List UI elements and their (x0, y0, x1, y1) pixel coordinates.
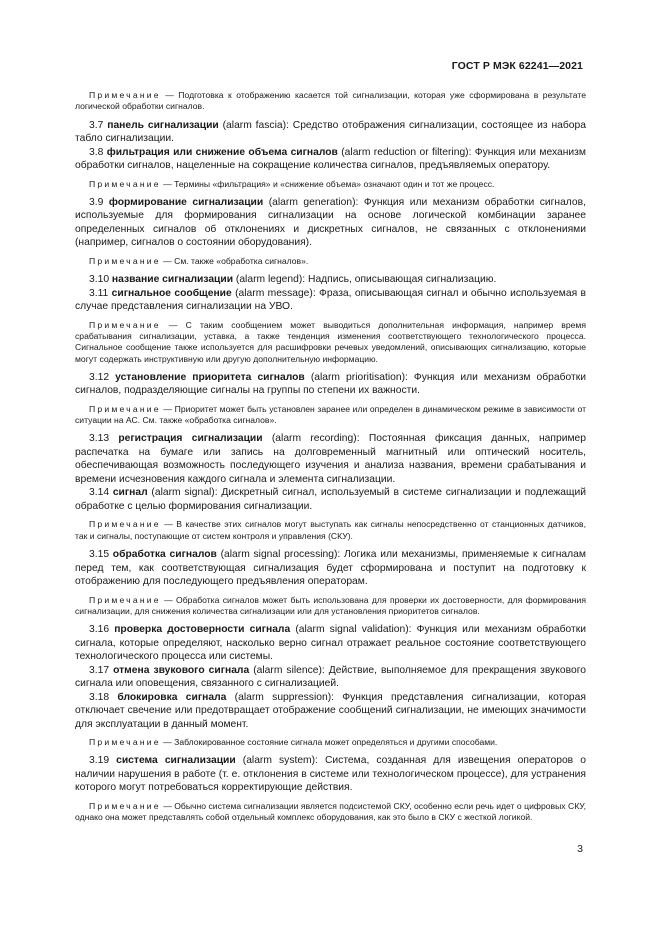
term-number: 3.13 (89, 433, 110, 445)
term-name: регистрация сигнализации (118, 433, 263, 445)
term-definition: (alarm signal processing): Логика или механизмы, применяемые к сигналам перед тем, как соответствующая сигнализация будет сформирована и поступит на подготовку к отображению для последующего предъявления операторам. (75, 549, 586, 588)
note-label: Примечание (89, 319, 161, 330)
term-number: 3.18 (89, 691, 110, 703)
note-paragraph (75, 519, 586, 542)
note-text: — Обычно система сигнализации является подсистемой СКУ, особенно если речь идет о цифровых СКУ, однако она может представлять собой отдельный комплекс оборудования, как это было в СКУ с жесткой логикой. (75, 800, 586, 823)
note-text: — С таким сообщением может выводиться дополнительная информация, например время срабатывания сигнализации, уставка, а также тенденция изменения соответствующего технологического процесса. Сигнальное сообщение также используется для расшифровки речевых уведомлений, описывающих сигнализацию, которые могут содержать инструктивную или другую дополнительную информацию. (75, 319, 586, 364)
term-entry (75, 754, 586, 795)
term-name: проверка достоверности сигнала (114, 624, 291, 636)
note-label: Примечание (89, 594, 161, 605)
term-number: 3.11 (89, 287, 109, 299)
term-name: фильтрация или снижение объема сигналов (106, 146, 338, 158)
term-name: блокировка сигнала (117, 691, 227, 703)
term-entry (75, 146, 586, 173)
page-number: 3 (577, 843, 583, 855)
term-definition: (alarm legend): Надпись, описывающая сигнализацию. (235, 274, 497, 286)
term-entry (75, 196, 586, 250)
note-paragraph (75, 179, 586, 190)
term-number: 3.17 (89, 664, 110, 676)
note-paragraph (75, 320, 586, 365)
note-label: Примечание (89, 519, 161, 530)
document-body (75, 90, 586, 824)
note-text: — Приоритет может быть установлен заранее или определен в динамическом режиме в зависимости от ситуации на АС. См. также «обработка сигналов». (75, 403, 587, 426)
note-text: — Обработка сигналов может быть использована для проверки их достоверности, для формирования сигнализации, для снижения количества сигнализации или для установления приоритетов сигналов. (75, 594, 586, 616)
term-name: отмена звукового сигнала (113, 664, 250, 676)
term-name: панель сигнализации (107, 119, 219, 131)
term-name: установление приоритета сигналов (115, 371, 305, 383)
term-entry (75, 371, 586, 398)
term-entry (75, 119, 586, 146)
term-name: обработка сигналов (112, 549, 217, 561)
note-label: Примечание (89, 255, 161, 266)
note-text: — В качестве этих сигналов могут выступать как сигналы непосредственно от станционных датчиков, так и сигналы, поступающие от систем контроля и управления (СКУ). (75, 519, 586, 541)
note-label: Примечание (89, 737, 161, 748)
note-paragraph (75, 737, 586, 748)
term-number: 3.9 (89, 196, 104, 208)
note-label: Примечание (89, 178, 161, 189)
note-paragraph (75, 256, 586, 267)
term-number: 3.14 (89, 487, 110, 499)
term-name: система сигнализации (116, 755, 236, 767)
term-entry (75, 486, 586, 513)
term-number: 3.10 (89, 274, 110, 286)
term-name: сигнал (112, 487, 148, 499)
term-definition: (alarm signal validation): Функция или механизм обработки сигнала, которые определяют, насколько верно сигнал отражает реальное состояние соответствующего технологического процесса или системы. (75, 624, 586, 663)
term-entry (75, 273, 586, 287)
term-number: 3.12 (89, 371, 110, 383)
document-header: ГОСТ Р МЭК 62241—2021 (451, 60, 583, 72)
term-entry (75, 664, 586, 691)
note-text: — Заблокированное состояние сигнала может определяться и другими способами. (163, 737, 498, 748)
note-label: Примечание (89, 90, 161, 100)
term-definition: (alarm prioritisation): Функция или механизм обработки сигналов, подразделяющие сигналы на группы по степени их важности. (75, 371, 586, 397)
note-label: Примечание (89, 403, 161, 414)
term-entry (75, 287, 586, 314)
term-definition: (alarm silence): Действие, выполняемое для прекращения звукового сигнала или оповещения, связанного с сигнализацией. (75, 664, 586, 690)
term-number: 3.19 (89, 755, 110, 767)
note-paragraph (75, 90, 586, 113)
term-definition: (alarm message): Фраза, описывающая сигнал и обычно используемая в случае представления сигнализации на УВО. (75, 287, 586, 313)
note-paragraph (75, 801, 586, 824)
term-entry (75, 548, 586, 589)
term-entry (75, 623, 586, 664)
term-number: 3.15 (89, 549, 110, 561)
note-label: Примечание (89, 800, 161, 811)
term-definition: (alarm fascia): Средство отображения сигнализации, состоящее из набора табло сигнализации. (75, 119, 586, 145)
term-definition: (alarm recording): Постоянная фиксация данных, например распечатка на бумаге или запись на долговременный магнитный или оптический носитель, обеспечивающая возможность последующего изучения и анализа названия, времени срабатывания и времени исчезновения каждого сигнала и элемента сигнализации. (75, 433, 586, 485)
term-definition: (alarm signal): Дискретный сигнал, используемый в системе сигнализации и подлежащий обработке с целью формирования сигнализации. (75, 487, 586, 512)
term-name: сигнальное сообщение (111, 287, 232, 299)
term-name: название сигнализации (111, 274, 234, 286)
term-number: 3.16 (89, 624, 110, 636)
note-text: — См. также «обработка сигналов». (163, 255, 309, 266)
note-text: — Подготовка к отображению касается той сигнализации, которая уже сформирована в результате логической обработки сигналов. (75, 90, 586, 112)
term-definition: (alarm reduction or filtering): Функция или механизм обработки сигналов, нацеленные на сокращение количества сигналов, предъявляемых оператору. (75, 146, 586, 172)
term-definition: (alarm suppression): Функция представления сигнализации, которая отключает свечение или предотвращает отображение сообщений сигнализации, не имеющих значимости для эксплуатации в данный момент. (75, 691, 586, 730)
note-text: — Термины «фильтрация» и «снижение объема» означают один и тот же процесс. (163, 178, 495, 189)
note-paragraph (75, 595, 586, 618)
term-definition: (alarm generation): Функция или механизм обработки сигналов, используемые для формирования сигнализации на основе логической комбинации заранее определенных сигналов об отклонениях и дискретных сигналов, не связанных с отклонениями (например, сигналов о состоянии оборудования). (75, 196, 586, 249)
term-definition: (alarm system): Система, созданная для извещения операторов о наличии нарушения в работе (т. е. отклонения в системе или технологическом процессе), для устранения которого могут потребоваться корректирующие действия. (75, 755, 586, 794)
term-number: 3.8 (89, 146, 104, 158)
term-entry (75, 432, 586, 486)
term-entry (75, 691, 586, 732)
term-number: 3.7 (89, 119, 104, 131)
note-paragraph (75, 404, 586, 427)
term-name: формирование сигнализации (108, 196, 264, 208)
